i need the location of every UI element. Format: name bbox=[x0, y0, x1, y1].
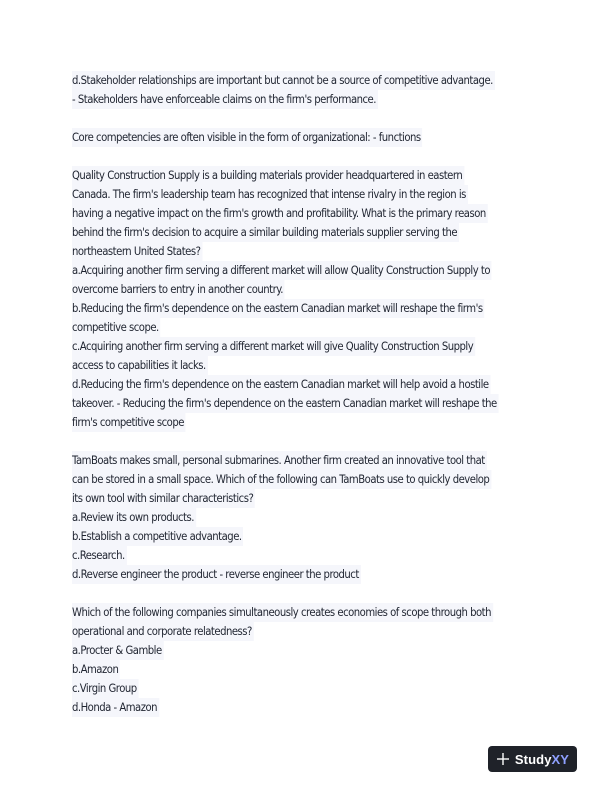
answer-option: a.Review its own products. bbox=[72, 508, 196, 527]
question-line: TamBoats makes small, personal submarines. Another firm created an innovative tool that bbox=[72, 451, 487, 470]
paragraph-gap bbox=[72, 109, 547, 128]
studyxy-badge[interactable] bbox=[488, 746, 577, 772]
text-line: d.Stakeholder relationships are important but cannot be a source of competitive advantage. bbox=[72, 71, 495, 90]
paragraph-gap bbox=[72, 432, 547, 451]
answer-option: b.Reducing the firm's dependence on the eastern Canadian market will reshape the firm's bbox=[72, 299, 484, 318]
text-line: Core competencies are often visible in the form of organizational: - functions bbox=[72, 128, 422, 147]
question-line: operational and corporate relatedness? bbox=[72, 622, 254, 641]
question-line: Canada. The firm's leadership team has recognized that intense rivalry in the region is bbox=[72, 185, 468, 204]
question-line: Quality Construction Supply is a building materials provider headquartered in eastern bbox=[72, 166, 464, 185]
text-line: - Stakeholders have enforceable claims on the firm's performance. bbox=[72, 90, 378, 109]
question-line: having a negative impact on the firm's growth and profitability. What is the primary reason bbox=[72, 204, 488, 223]
paragraph-gap bbox=[72, 584, 547, 603]
studyxy-logo-text bbox=[515, 752, 569, 767]
answer-option: takeover. - Reducing the firm's dependence on the eastern Canadian market will reshape the bbox=[72, 394, 499, 413]
answer-option: c.Virgin Group bbox=[72, 679, 138, 698]
question-line: can be stored in a small space. Which of the following can TamBoats use to quickly develop bbox=[72, 470, 491, 489]
answer-option: d.Reverse engineer the product - reverse engineer the product bbox=[72, 565, 361, 584]
answer-option: overcome barriers to entry in another country. bbox=[72, 280, 285, 299]
question-line: behind the firm's decision to acquire a similar building materials supplier serving the bbox=[72, 223, 459, 242]
document-body bbox=[72, 71, 547, 717]
answer-option: d.Honda - Amazon bbox=[72, 698, 159, 717]
answer-option: c.Acquiring another firm serving a different market will give Quality Construction Supply bbox=[72, 337, 475, 356]
answer-option: c.Research. bbox=[72, 546, 126, 565]
answer-option: a.Procter & Gamble bbox=[72, 641, 163, 660]
answer-option: b.Amazon bbox=[72, 660, 120, 679]
paragraph-gap bbox=[72, 147, 547, 166]
brand-suffix: XY bbox=[551, 751, 570, 767]
answer-option: access to capabilities it lacks. bbox=[72, 356, 208, 375]
answer-option: d.Reducing the firm's dependence on the eastern Canadian market will help avoid a hostile bbox=[72, 375, 490, 394]
answer-option: a.Acquiring another firm serving a different market will allow Quality Construction Supply to bbox=[72, 261, 492, 280]
brand-name: Study bbox=[514, 751, 552, 767]
question-line: Which of the following companies simultaneously creates economies of scope through both bbox=[72, 603, 493, 622]
answer-option: competitive scope. bbox=[72, 318, 161, 337]
answer-option: b.Establish a competitive advantage. bbox=[72, 527, 243, 546]
question-line: its own tool with similar characteristics? bbox=[72, 489, 255, 508]
answer-option: firm's competitive scope bbox=[72, 413, 186, 432]
question-line: northeastern United States? bbox=[72, 242, 202, 261]
plus-icon bbox=[496, 752, 510, 766]
